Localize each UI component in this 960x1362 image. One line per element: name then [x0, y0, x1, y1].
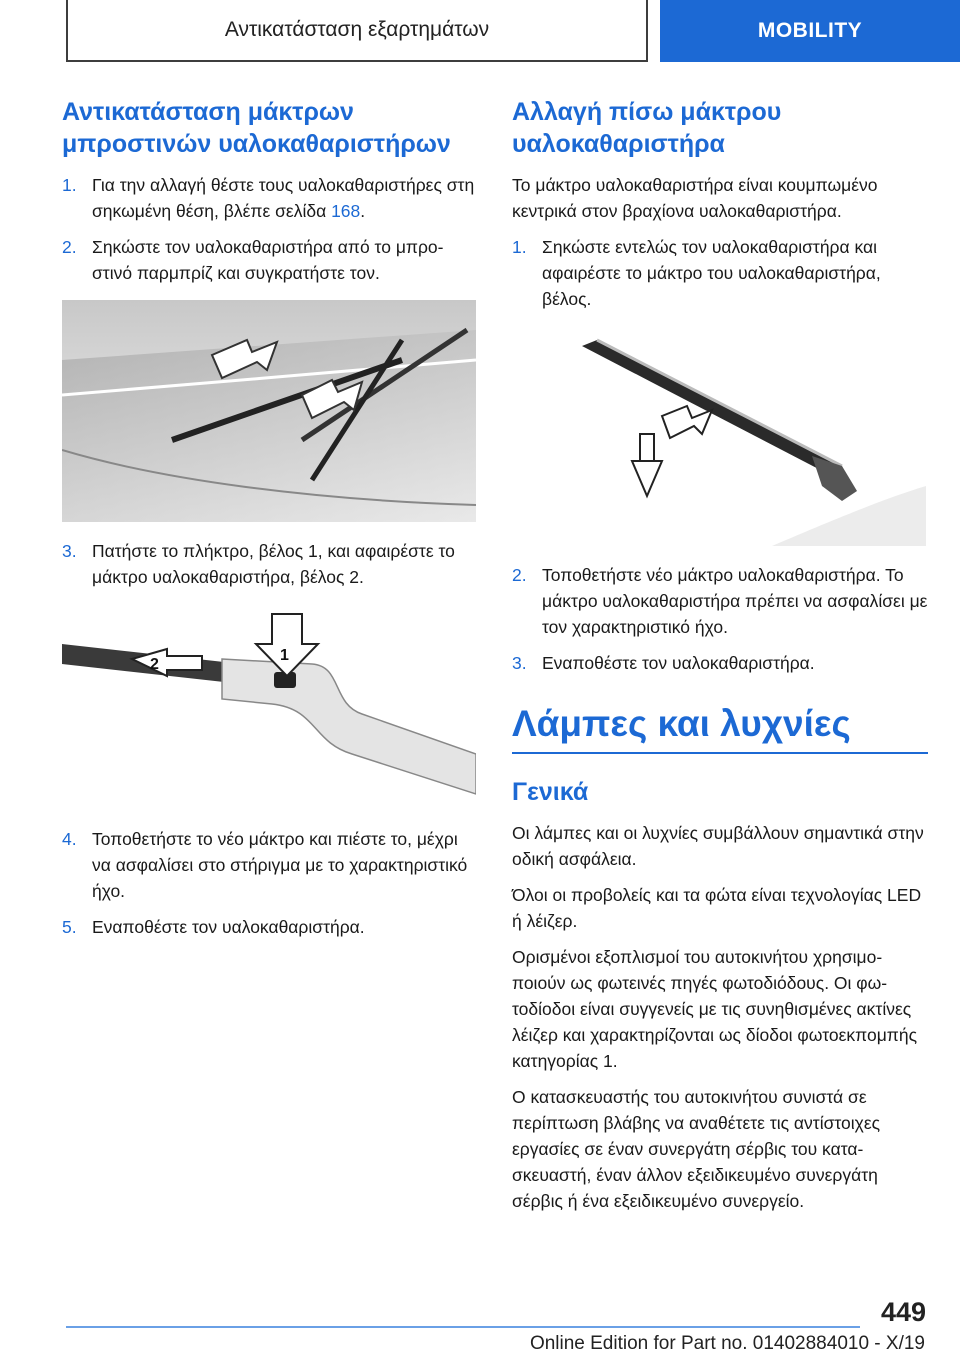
rear-wiper-illustration: [512, 326, 926, 546]
front-wiper-heading: Αντικατάσταση μάκτρων μπροστινών υαλοκαθαριστήρων: [62, 98, 451, 158]
front-step-1: [62, 172, 476, 224]
arrow-2-label: 2: [150, 656, 159, 673]
rear-wiper-intro: Το μάκτρο υαλοκαθαριστήρα είναι κουμπωμένο κεντρικά στον βραχίονα υαλοκαθαριστήρα.: [512, 175, 878, 221]
step-number: 2.: [62, 237, 77, 257]
rear-wiper-figure: [512, 326, 926, 546]
step-text: Εναποθέστε τον υαλοκαθαριστήρα.: [92, 917, 365, 937]
rear-step-3: [512, 650, 928, 676]
wiper-release-illustration: [62, 604, 476, 810]
wiper-release-figure: [62, 604, 476, 810]
right-column: [512, 96, 928, 1224]
front-step-5: [62, 914, 476, 940]
step-number: 2.: [512, 565, 527, 585]
front-step-3: [62, 538, 476, 590]
step-text-part: Για την αλλαγή θέστε τους υαλοκαθαριστήρες στη σηκωμένη θέση, βλέπε σελίδα: [92, 175, 475, 221]
footer-rule: [66, 1326, 860, 1328]
step-number: 3.: [512, 653, 527, 673]
windshield-wipers-figure: [62, 300, 476, 522]
step-number: 1.: [62, 175, 77, 195]
chapter-tab: [660, 0, 960, 62]
step-text: Σηκώστε τον υαλοκαθαριστήρα από το μπροστινό παρμπρίζ και συγκρατήστε τον.: [92, 237, 444, 283]
step-text: Σηκώστε εντελώς τον υαλοκαθαριστήρα και αφαιρέστε το μάκτρο του υαλοκαθαριστήρα, βέλος.: [542, 237, 881, 309]
step-number: 3.: [62, 541, 77, 561]
general-subheading: Γενικά: [512, 778, 589, 806]
step-number: 5.: [62, 917, 77, 937]
edition-note: Online Edition for Part no. 01402884010 - X/19: [529, 1333, 925, 1354]
step-text: Πατήστε το πλήκτρο, βέλος 1, και αφαιρέστε το μάκτρο υαλοκαθαριστήρα, βέλος 2.: [92, 541, 455, 587]
step-number: 1.: [512, 237, 527, 257]
step-number: 4.: [62, 829, 77, 849]
step-text: [92, 172, 476, 224]
chapter-tab-label: MOBILITY: [757, 19, 863, 42]
running-header: [66, 0, 648, 62]
header-section-title: Αντικατάσταση εξαρτημάτων: [224, 18, 490, 41]
front-step-4: [62, 826, 476, 904]
step-text: Τοποθετήστε το νέο μάκτρο και πιέστε το, μέχρι να ασφαλίσει στο στήριγμα με το χαρακτηριστικό ήχο.: [92, 829, 468, 901]
general-paragraph: Όλοι οι προβολείς και τα φώτα είναι τεχνολογίας LED ή λέιζερ.: [512, 885, 922, 931]
step-text-end: .: [360, 201, 366, 221]
general-paragraph: Ορισμένοι εξοπλισμοί του αυτοκινήτου χρησιμοποιούν ως φωτεινές πηγές φωτοδιόδους. Οι φωτοδίοδοι είναι συγγενείς με τις συνηθισμένες ακτίνες λέιζερ και χαρακτηρίζονται ως δίοδοι φωτοεκπομπής κατηγορίας 1.: [512, 947, 918, 1071]
general-paragraph: Οι λάμπες και οι λυχνίες συμβάλλουν σημαντικά στην οδική ασφάλεια.: [512, 823, 924, 869]
arrow-1-label: 1: [280, 647, 289, 664]
rear-step-1: [512, 234, 928, 312]
lamps-chapter-heading: Λάμπες και λυχνίες: [512, 702, 928, 754]
page-reference-link[interactable]: 168: [331, 201, 361, 221]
general-paragraph: Ο κατασκευαστής του αυτοκινήτου συνιστά σε περίπτωση βλάβης να αναθέτετε τις αντίστοιχες εργασίες σε έναν συνεργάτη σέρβις του κατασκευαστή, έναν άλλον εξειδικευμένο συνεργάτη σέρβις ή ένα εξειδικευμένο συνεργείο.: [512, 1087, 881, 1211]
rear-step-2: [512, 562, 928, 640]
windshield-wipers-illustration: [62, 300, 476, 522]
page-number: 449: [880, 1297, 926, 1327]
step-text: Τοποθετήστε νέο μάκτρο υαλοκαθαριστήρα. Το μάκτρο υαλοκαθαριστήρα πρέπει να ασφαλίσει με τον χαρακτηριστικό ήχο.: [542, 565, 928, 637]
front-step-2: [62, 234, 476, 286]
left-column: [62, 96, 476, 950]
rear-wiper-heading: Αλλαγή πίσω μάκτρου υαλοκαθαριστήρα: [512, 98, 782, 158]
step-text: Εναποθέστε τον υαλοκαθαριστήρα.: [542, 653, 815, 673]
